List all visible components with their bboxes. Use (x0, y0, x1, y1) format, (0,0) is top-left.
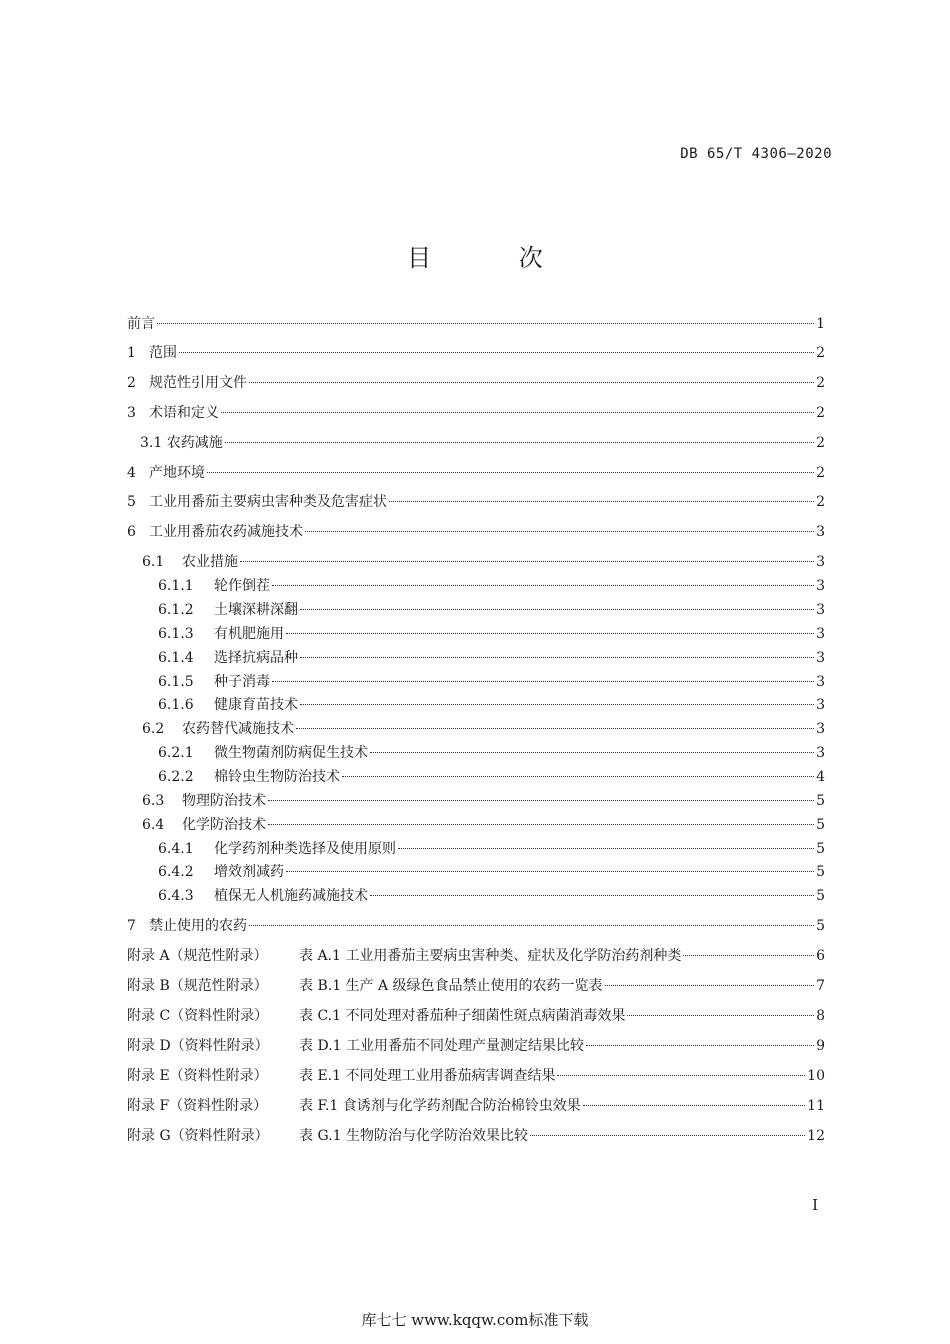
leader-dots (370, 752, 814, 753)
toc-entry-page: 3 (816, 674, 825, 690)
leader-dots (225, 442, 814, 443)
toc-entry[interactable] (142, 815, 825, 835)
toc-entry-page: 2 (816, 345, 825, 361)
toc-entry-label: 轮作倒茬 (214, 578, 270, 594)
page-number: I (812, 1196, 818, 1214)
toc-entry-label: 种子消毒 (214, 674, 270, 690)
toc-entry-number: 6 (127, 524, 136, 540)
toc-entry[interactable] (127, 1066, 825, 1086)
toc-entry-page: 3 (816, 650, 825, 666)
toc-entry-number: 6.1.4 (158, 650, 194, 666)
leader-dots (370, 895, 814, 896)
toc-entry[interactable] (158, 839, 825, 859)
toc-entry[interactable] (127, 522, 825, 542)
leader-dots (300, 657, 814, 658)
toc-entry[interactable] (127, 314, 825, 334)
toc-entry-label: 土壤深耕深翻 (214, 602, 298, 618)
standard-code: DB 65/T 4306—2020 (680, 146, 832, 162)
leader-dots (179, 352, 814, 353)
toc-entry-page: 5 (816, 817, 825, 833)
toc-entry-page: 3 (816, 697, 825, 713)
leader-dots (683, 955, 814, 956)
toc-entry-label: 产地环境 (149, 465, 205, 481)
toc-entry[interactable] (142, 791, 825, 811)
toc-entry-page: 3 (816, 602, 825, 618)
toc-entry-page: 10 (807, 1068, 825, 1084)
toc-entry-number: 6.1 (142, 554, 165, 570)
toc-entry-label: 植保无人机施药减施技术 (214, 888, 368, 904)
toc-entry-page: 5 (816, 918, 825, 934)
toc-entry[interactable] (158, 767, 825, 787)
leader-dots (389, 501, 814, 502)
toc-entry[interactable] (158, 624, 825, 644)
toc-entry[interactable] (127, 976, 825, 996)
toc-entry-label: 表 B.1 生产 A 级绿色食品禁止使用的农药一览表 (299, 978, 603, 994)
toc-entry-label: 棉铃虫生物防治技术 (214, 769, 340, 785)
toc-entry-page: 9 (816, 1038, 825, 1054)
leader-dots (305, 531, 814, 532)
leader-dots (296, 728, 814, 729)
toc-entry-number: 6.1.1 (158, 578, 194, 594)
toc-entry-number: 6.4.2 (158, 864, 194, 880)
leader-dots (286, 871, 814, 872)
toc-entry-number: 1 (127, 345, 136, 361)
toc-entry-number: 7 (127, 918, 136, 934)
leader-dots (249, 382, 814, 383)
toc-entry-number: 6.2.2 (158, 769, 194, 785)
toc-entry[interactable] (158, 576, 825, 596)
toc-entry-label: 表 C.1 不同处理对番茄种子细菌性斑点病菌消毒效果 (299, 1008, 626, 1024)
toc-entry-label: 表 A.1 工业用番茄主要病虫害种类、症状及化学防治药剂种类 (299, 948, 682, 964)
toc-entry-page: 3 (816, 578, 825, 594)
toc-entry-number: 6.1.2 (158, 602, 194, 618)
toc-entry-page: 8 (816, 1008, 825, 1024)
toc-entry-number: 3 (127, 405, 136, 421)
toc-entry-page: 2 (816, 465, 825, 481)
leader-dots (557, 1075, 805, 1076)
toc-entry-label: 健康育苗技术 (214, 697, 298, 713)
toc-entry-page: 5 (816, 888, 825, 904)
leader-dots (300, 704, 814, 705)
toc-entry-number: 5 (127, 494, 136, 510)
toc-entry-page: 5 (816, 864, 825, 880)
toc-entry[interactable] (127, 343, 825, 363)
toc-entry-label: 化学防治技术 (182, 817, 266, 833)
toc-entry-number: 附录 C（资料性附录） (127, 1008, 269, 1024)
toc-entry-page: 3 (816, 721, 825, 737)
leader-dots (272, 681, 814, 682)
toc-entry[interactable] (140, 433, 825, 453)
toc-entry[interactable] (158, 600, 825, 620)
leader-dots (398, 848, 814, 849)
toc-entry-page: 3 (816, 626, 825, 642)
toc-entry-label: 微生物菌剂防病促生技术 (214, 745, 368, 761)
toc-entry-number: 6.2.1 (158, 745, 194, 761)
toc-entry-label: 禁止使用的农药 (149, 918, 247, 934)
toc-entry-page: 11 (807, 1098, 825, 1114)
toc-entry-label: 规范性引用文件 (149, 375, 247, 391)
leader-dots (207, 472, 814, 473)
toc-entry[interactable] (127, 463, 825, 483)
toc-entry-number: 6.1.6 (158, 697, 194, 713)
toc-entry-label: 范围 (149, 345, 177, 361)
toc-entry[interactable] (142, 552, 825, 572)
leader-dots (342, 776, 814, 777)
toc-entry[interactable] (127, 403, 825, 423)
toc-entry-page: 7 (816, 978, 825, 994)
toc-entry[interactable] (127, 1096, 825, 1116)
toc-entry[interactable] (142, 719, 825, 739)
toc-entry-label: 表 E.1 不同处理工业用番茄病害调查结果 (299, 1068, 556, 1084)
toc-entry-label: 化学药剂种类选择及使用原则 (214, 841, 396, 857)
toc-entry-label: 3.1 农药减施 (140, 435, 223, 451)
toc-entry-number: 6.3 (142, 793, 165, 809)
toc-entry-number: 附录 D（资料性附录） (127, 1038, 269, 1054)
toc-entry[interactable] (158, 743, 825, 763)
toc-entry-page: 2 (816, 405, 825, 421)
toc-entry-label: 有机肥施用 (214, 626, 284, 642)
toc-entry-label: 工业用番茄主要病虫害种类及危害症状 (149, 494, 387, 510)
toc-entry-number: 2 (127, 375, 136, 391)
leader-dots (240, 561, 814, 562)
toc-entry-number: 6.1.5 (158, 674, 194, 690)
toc-entry[interactable] (127, 1006, 825, 1026)
toc-entry-number: 附录 B（规范性附录） (127, 978, 268, 994)
toc-entry-label: 术语和定义 (149, 405, 219, 421)
toc-entry-label: 物理防治技术 (182, 793, 266, 809)
leader-dots (300, 609, 814, 610)
leader-dots (627, 1015, 814, 1016)
leader-dots (249, 925, 814, 926)
toc-entry-label: 前言 (127, 316, 155, 332)
toc-entry-page: 2 (816, 494, 825, 510)
leader-dots (268, 824, 814, 825)
toc-entry-page: 2 (816, 375, 825, 391)
toc-entry-page: 1 (816, 316, 825, 332)
leader-dots (221, 412, 814, 413)
toc-entry-page: 5 (816, 841, 825, 857)
toc-entry-label: 表 G.1 生物防治与化学防治效果比较 (299, 1128, 528, 1144)
toc-entry[interactable] (158, 672, 825, 692)
leader-dots (583, 1105, 805, 1106)
toc-entry[interactable] (158, 862, 825, 882)
toc-entry-number: 附录 F（资料性附录） (127, 1098, 268, 1114)
leader-dots (268, 800, 814, 801)
toc-entry-label: 增效剂减药 (214, 864, 284, 880)
toc-entry[interactable] (127, 492, 825, 512)
toc-entry-page: 4 (816, 769, 825, 785)
leader-dots (605, 985, 815, 986)
toc-entry[interactable] (127, 946, 825, 966)
toc-entry-number: 附录 E（资料性附录） (127, 1068, 268, 1084)
leader-dots (286, 633, 814, 634)
toc-entry-number: 4 (127, 465, 136, 481)
toc-entry-page: 12 (807, 1128, 825, 1144)
toc-entry-label: 表 F.1 食诱剂与化学药剂配合防治棉铃虫效果 (299, 1098, 581, 1114)
toc-entry-number: 6.4.3 (158, 888, 194, 904)
toc-entry-number: 附录 A（规范性附录） (127, 948, 268, 964)
leader-dots (586, 1045, 814, 1046)
toc-entry-label: 农药替代减施技术 (182, 721, 294, 737)
page-title: 目 次 (407, 244, 583, 272)
leader-dots (530, 1135, 805, 1136)
toc-entry-label: 工业用番茄农药减施技术 (149, 524, 303, 540)
toc-entry[interactable] (127, 916, 825, 936)
toc-entry-page: 3 (816, 554, 825, 570)
toc-entry-number: 6.4 (142, 817, 165, 833)
toc-entry[interactable] (127, 1126, 825, 1146)
footer-watermark: 库七七 www.kqqw.com标准下载 (361, 1311, 589, 1329)
toc-entry[interactable] (158, 886, 825, 906)
toc-entry[interactable] (127, 1036, 825, 1056)
toc-entry[interactable] (127, 373, 825, 393)
toc-entry-number: 6.4.1 (158, 841, 194, 857)
toc-entry-number: 6.2 (142, 721, 165, 737)
toc-entry-page: 5 (816, 793, 825, 809)
toc-entry-label: 农业措施 (182, 554, 238, 570)
leader-dots (157, 323, 814, 324)
toc-entry-page: 3 (816, 524, 825, 540)
toc-entry-page: 3 (816, 745, 825, 761)
toc-entry[interactable] (158, 695, 825, 715)
toc-entry-number: 附录 G（资料性附录） (127, 1128, 269, 1144)
leader-dots (272, 585, 814, 586)
toc-entry-label: 表 D.1 工业用番茄不同处理产量测定结果比较 (299, 1038, 584, 1054)
toc-entry-page: 2 (816, 435, 825, 451)
toc-entry-page: 6 (816, 948, 825, 964)
toc-entry-label: 选择抗病品种 (214, 650, 298, 666)
toc-entry[interactable] (158, 648, 825, 668)
toc-entry-number: 6.1.3 (158, 626, 194, 642)
